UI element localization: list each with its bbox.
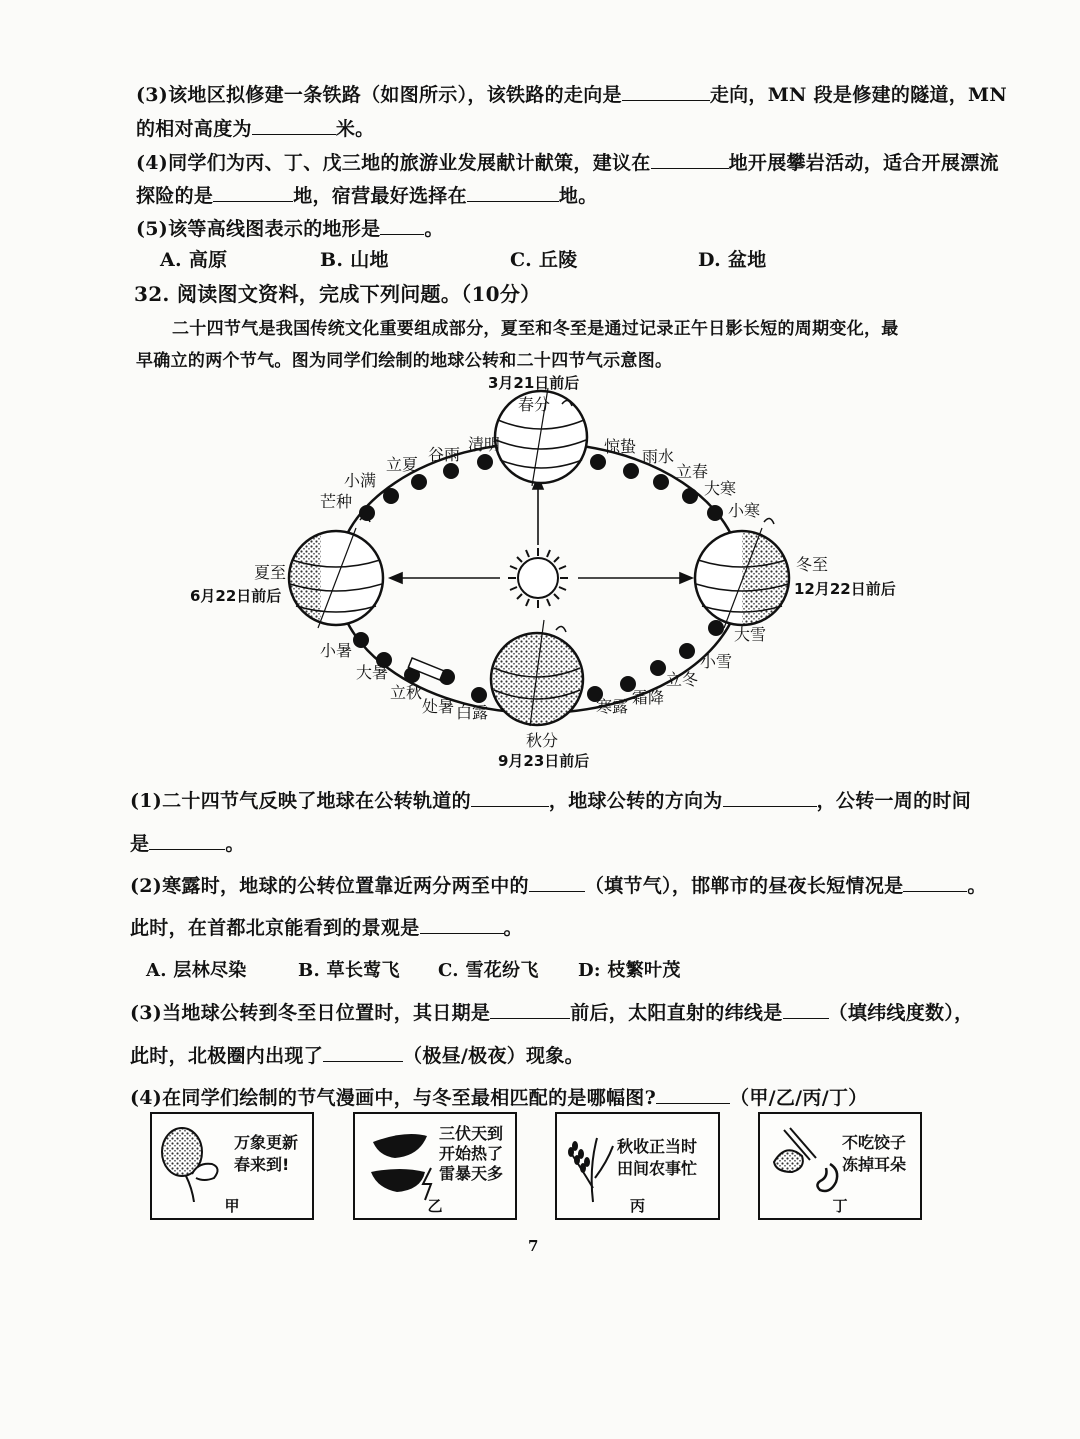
dot-mangzhong	[359, 505, 375, 521]
q32-s4-text-a: (4)在同学们绘制的节气漫画中，与冬至最相匹配的是哪幅图?	[130, 1087, 657, 1109]
option-c[interactable]: C. 丘陵	[510, 249, 578, 271]
label-autumn: 秋分	[526, 731, 559, 750]
label-dahan: 大寒	[704, 479, 737, 498]
q31-p3-text-b: 走向，MN 段是修建的隧道，MN	[709, 84, 1008, 106]
dot-guyu	[443, 463, 459, 479]
q32-part1-line2	[130, 829, 245, 856]
dot-xiaoshu	[353, 632, 369, 648]
q31-p4-text-b: 地开展攀岩活动，适合开展漂流	[728, 152, 999, 174]
panel-bing-label: 丙	[629, 1197, 645, 1215]
label-yushui: 雨水	[642, 447, 675, 466]
label-lidong: 立冬	[666, 670, 699, 689]
q31-p4-text-a: (4)同学们为丙、丁、戊三地的旅游业发展献计献策，建议在	[136, 152, 651, 174]
label-lixia: 立夏	[386, 455, 419, 474]
label-winter-date: 12月22日前后	[794, 580, 896, 598]
sun-icon	[508, 548, 568, 608]
answer-blank[interactable]	[529, 873, 585, 892]
q31-p4-text-e: 地。	[558, 185, 598, 207]
dot-jingzhe	[590, 454, 606, 470]
q32-part3-line1	[130, 998, 973, 1025]
label-dashu: 大暑	[356, 663, 389, 682]
q32-s1-text-d: 是	[130, 833, 150, 855]
earth-summer-solstice	[285, 516, 383, 635]
q32-part1-line1	[130, 786, 971, 813]
answer-blank[interactable]	[471, 788, 549, 807]
panel-ding-label: 丁	[832, 1197, 848, 1215]
q31-p3-text-c: 的相对高度为	[136, 118, 252, 140]
earth-autumn-equinox	[491, 620, 583, 726]
earth-winter-solstice	[695, 518, 792, 635]
answer-blank[interactable]	[723, 788, 817, 807]
q31-p4-text-c: 探险的是	[136, 185, 214, 207]
q32-s3-text-c: （填纬线度数），	[828, 1002, 974, 1024]
q32-s3-text-b: 前后，太阳直射的纬线是	[570, 1002, 783, 1024]
panel-bing-text: 秋收正当时 田间农事忙	[617, 1137, 698, 1178]
label-autumn-date: 9月23日前后	[498, 752, 590, 770]
answer-blank[interactable]	[149, 831, 225, 850]
q32-s4-text-b: （甲/乙/丙/丁）	[730, 1087, 868, 1109]
option-a[interactable]: A. 层林尽染	[146, 960, 247, 981]
label-chushu: 处暑	[422, 697, 455, 716]
q32-s3-text-a: (3)当地球公转到冬至日位置时，其日期是	[130, 1002, 491, 1024]
q31-p3-text-d: 米。	[335, 118, 375, 140]
label-hanlu: 寒露	[596, 697, 629, 716]
q32-s1-text-a: (1)二十四节气反映了地球在公转轨道的	[130, 790, 471, 812]
panel-jia-label: 甲	[224, 1197, 240, 1215]
label-spring: 春分	[518, 395, 551, 414]
dot-bailu	[471, 687, 487, 703]
q32-intro-line1: 二十四节气是我国传统文化重要组成部分，夏至和冬至是通过记录正午日影长短的周期变化，最	[172, 319, 899, 339]
answer-blank[interactable]	[323, 1043, 403, 1062]
q32-part3-line2	[130, 1041, 584, 1068]
label-mangzhong: 芒种	[320, 492, 353, 511]
page-number: 7	[528, 1237, 539, 1255]
dot-dahan	[682, 488, 698, 504]
comic-panel-bing[interactable]	[555, 1112, 720, 1220]
panel-jia-text: 万象更新 春来到!	[234, 1133, 299, 1174]
comic-panel-jia[interactable]	[150, 1112, 314, 1220]
panel-yi-label: 乙	[427, 1197, 443, 1215]
label-guyu: 谷雨	[428, 445, 461, 464]
answer-blank[interactable]	[903, 873, 967, 892]
label-xiaoman: 小满	[344, 471, 377, 490]
option-d[interactable]: D: 枝繁叶茂	[578, 960, 681, 981]
label-bailu: 白露	[456, 703, 489, 722]
panel-ding-text: 不吃饺子 冻掉耳朵	[842, 1133, 907, 1174]
dot-xiaoman	[383, 488, 399, 504]
label-shuangjiang: 霜降	[632, 688, 665, 707]
label-xiaohan: 小寒	[728, 501, 761, 520]
answer-blank[interactable]	[490, 1000, 570, 1019]
q32-s3-text-d: 此时，北极圈内出现了	[130, 1045, 324, 1067]
option-c[interactable]: C. 雪花纷飞	[438, 960, 539, 981]
dot-daxue	[708, 620, 724, 636]
option-d[interactable]: D. 盆地	[698, 249, 767, 271]
q32-s2-text-d: 此时，在首都北京能看到的景观是	[130, 917, 420, 939]
dot-lidong	[650, 660, 666, 676]
label-xiaoxue: 小雪	[700, 652, 733, 671]
label-winter: 冬至	[796, 555, 829, 574]
dot-lichun	[653, 474, 669, 490]
answer-blank[interactable]	[656, 1085, 730, 1104]
dot-xiaohan	[707, 505, 723, 521]
q31-p5-end: 。	[424, 218, 444, 240]
q32-part2-line2	[130, 913, 523, 940]
dot-qingming	[477, 454, 493, 470]
dumpling-ear-icon	[766, 1122, 846, 1202]
answer-blank[interactable]	[783, 1000, 829, 1019]
q32-s2-text-b: （填节气），邯郸市的昼夜长短情况是	[584, 875, 904, 897]
q32-intro-line2: 早确立的两个节气。图为同学们绘制的地球公转和二十四节气示意图。	[136, 351, 673, 371]
comic-panel-ding[interactable]	[758, 1112, 922, 1220]
label-jingzhe: 惊蛰	[604, 437, 637, 456]
label-xiaoshu: 小暑	[320, 641, 353, 660]
q32-part2-line1	[130, 871, 987, 898]
q32-s1-text-b: ，地球公转的方向为	[548, 790, 723, 812]
label-daxue: 大雪	[734, 625, 767, 644]
label-qingming: 清明	[468, 435, 501, 454]
panel-yi-text: 三伏天到 开始热了 雷暴天多	[439, 1124, 504, 1183]
q32-s2-text-e: 。	[503, 917, 523, 939]
q32-s1-text-e: 。	[225, 833, 245, 855]
answer-blank[interactable]	[420, 915, 504, 934]
option-a[interactable]: A. 高原	[160, 249, 228, 271]
sprout-icon	[156, 1122, 236, 1202]
q32-s2-text-a: (2)寒露时，地球的公转位置靠近两分两至中的	[130, 875, 529, 897]
option-b[interactable]: B. 草长莺飞	[298, 960, 400, 981]
label-summer: 夏至	[254, 563, 287, 582]
q32-part4	[130, 1083, 868, 1110]
dot-lixia	[411, 474, 427, 490]
dot-yushui	[623, 463, 639, 479]
label-lichun: 立春	[676, 462, 709, 481]
dot-xiaoxue	[679, 643, 695, 659]
q31-p5-text: (5)该等高线图表示的地形是	[136, 218, 381, 240]
q32-part2-options	[146, 956, 681, 982]
q32-s1-text-c: ，公转一周的时间	[816, 790, 972, 812]
comic-panel-yi[interactable]	[353, 1112, 517, 1220]
option-b[interactable]: B. 山地	[320, 249, 389, 271]
q31-p3-text-a: (3)该地区拟修建一条铁路（如图所示），该铁路的走向是	[136, 84, 622, 106]
q32-s2-text-c: 。	[967, 875, 987, 897]
label-spring-date: 3月21日前后	[488, 374, 580, 392]
label-summer-date: 6月22日前后	[190, 587, 282, 605]
q32-title: 32. 阅读图文资料，完成下列问题。（10分）	[134, 282, 541, 306]
q32-s3-text-e: （极昼/极夜）现象。	[403, 1045, 584, 1067]
label-liqiu: 立秋	[390, 683, 423, 702]
q31-p4-text-d: 地，宿营最好选择在	[293, 185, 467, 207]
